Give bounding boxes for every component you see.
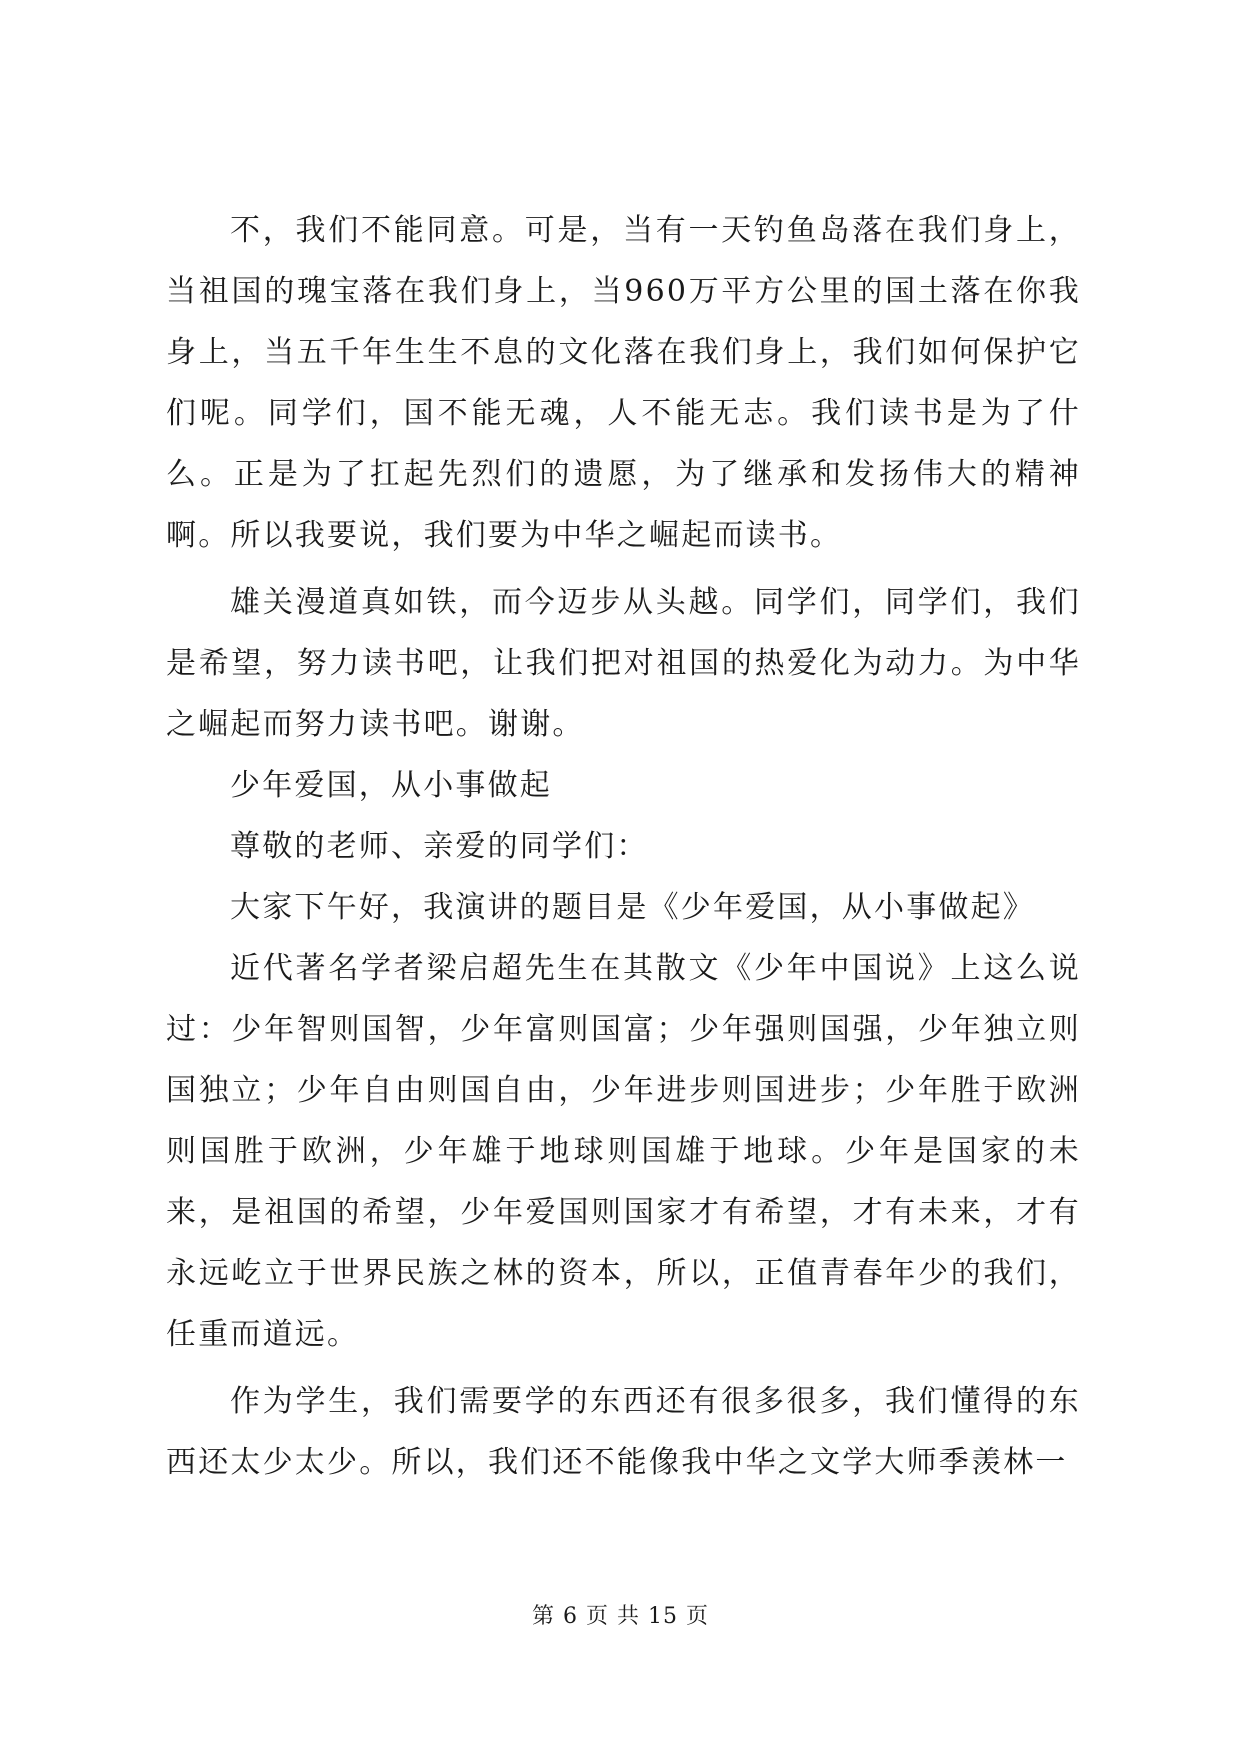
paragraph-2: 雄关漫道真如铁，而今迈步从头越。同学们，同学们，我们是希望，努力读书吧，让我们把对祖国的热爱化为动力。为中华之崛起而努力读书吧。谢谢。	[166, 585, 1081, 742]
paragraph-quote: 近代著名学者梁启超先生在其散文《少年中国说》上这么说过：少年智则国智，少年富则国富；少年强则国强，少年独立则国独立；少年自由则国自由，少年进步则国进步；少年胜于欧洲则国胜于欧洲，少年雄于地球则国雄于地球。少年是国家的未来，是祖国的希望，少年爱国则国家才有希望，才有未来，才有永远屹立于世界民族之林的资本，所以，正值青春年少的我们，任重而道远。	[166, 951, 1081, 1352]
paragraph-speech-title: 少年爱国，从小事做起	[230, 768, 552, 803]
paragraph-1: 不，我们不能同意。可是，当有一天钓鱼岛落在我们身上，当祖国的瑰宝落在我们身上，当960万平方公里的国土落在你我身上，当五千年生生不息的文化落在我们身上，我们如何保护它们呢。同学们，国不能无魂，人不能无志。我们读书是为了什么。正是为了扛起先烈们的遗愿，为了继承和发扬伟大的精神啊。所以我要说，我们要为中华之崛起而读书。	[166, 213, 1081, 553]
page-number-footer: 第 6 页 共 15 页	[532, 1604, 709, 1629]
document-body	[166, 200, 1081, 1493]
paragraph-last: 作为学生，我们需要学的东西还有很多很多，我们懂得的东西还太少太少。所以，我们还不能像我中华之文学大师季羡林一	[166, 1384, 1081, 1480]
paragraph-greeting: 大家下午好，我演讲的题目是《少年爱国，从小事做起》	[230, 890, 1035, 925]
paragraph-salutation: 尊敬的老师、亲爱的同学们：	[230, 829, 649, 864]
